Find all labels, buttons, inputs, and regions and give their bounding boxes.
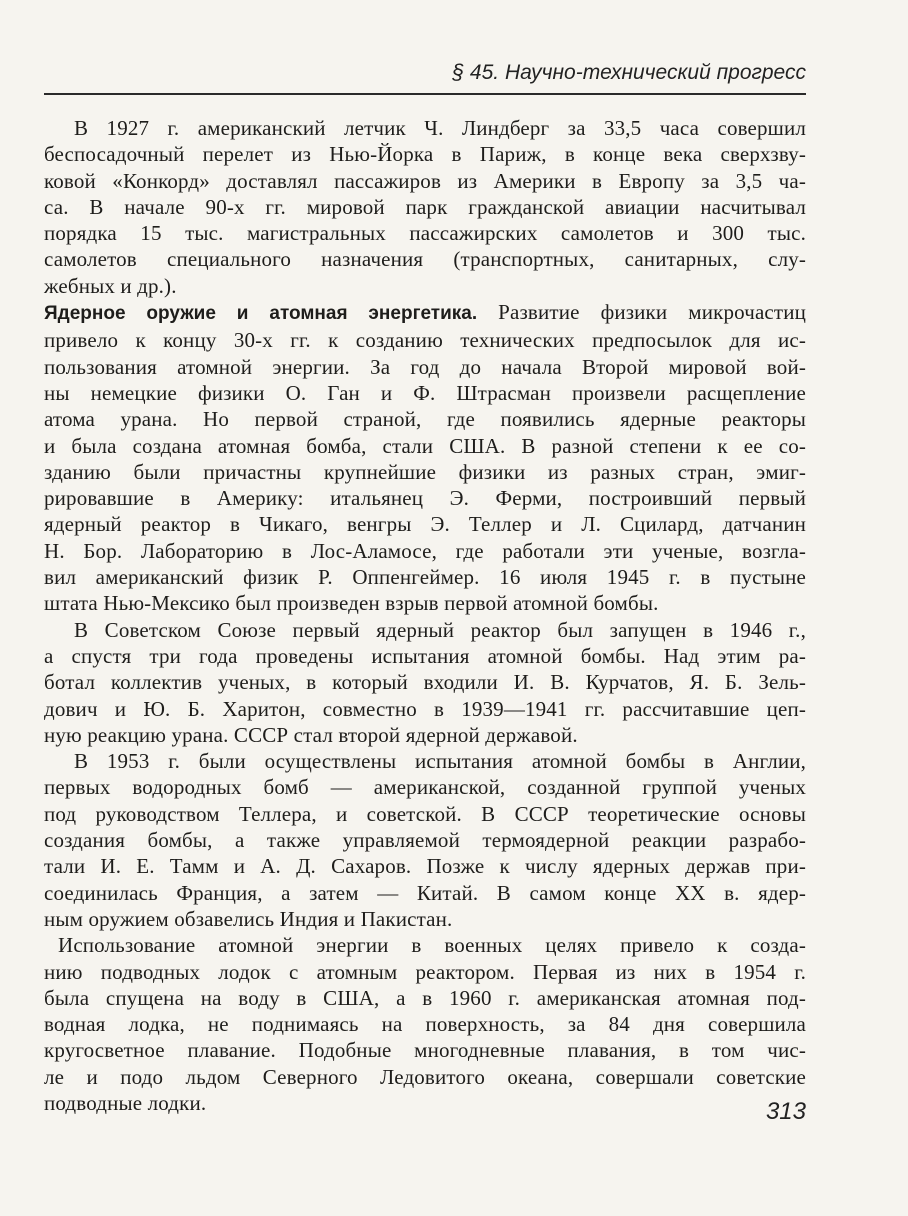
- text-line: са. В начале 90-х гг. мировой парк гражданской авиации насчитывал: [44, 194, 806, 219]
- text-line: порядка 15 тыс. магистральных пассажирских самолетов и 300 тыс.: [44, 221, 806, 246]
- text-line: атома урана. Но первой страной, где появились ядерные реакторы: [44, 407, 806, 432]
- text-line: жебных и др.).: [44, 273, 177, 298]
- text-line: ную реакцию урана. СССР стал второй ядерной державой.: [44, 722, 578, 747]
- text-line: первых водородных бомб — американской, созданной группой ученых: [44, 775, 806, 800]
- text-line: ным оружием обзавелись Индия и Пакистан.: [44, 906, 453, 931]
- text-line: нию подводных лодок с атомным реактором. Первая из них в 1954 г.: [44, 959, 806, 984]
- text-line: была спущена на воду в США, а в 1960 г. американская атомная под-: [44, 985, 806, 1010]
- text-line: соединилась Франция, а затем — Китай. В самом конце XX в. ядер-: [44, 880, 806, 905]
- page-number: 313: [765, 1098, 806, 1125]
- running-header: § 45. Научно-технический прогресс: [452, 61, 806, 84]
- text-line: зданию были причастны крупнейшие физики из разных стран, эмиг-: [44, 459, 806, 484]
- section-heading: Ядерное оружие и атомная энергетика.: [44, 303, 478, 325]
- text-line: В 1953 г. были осуществлены испытания атомной бомбы в Англии,: [74, 749, 806, 774]
- text-line: ны немецкие физики О. Ган и Ф. Штрасман произвели расщепление: [44, 380, 806, 405]
- text-line: ядерный реактор в Чикаго, венгры Э. Теллер и Л. Сцилард, датчанин: [44, 512, 806, 537]
- text-line: беспосадочный перелет из Нью-Йорка в Париж, в конце века сверхзву-: [44, 142, 806, 167]
- text-line: водная лодка, не поднимаясь на поверхность, за 84 дня совершила: [44, 1012, 806, 1037]
- text-line: В 1927 г. американский летчик Ч. Линдберг за 33,5 часа совершил: [74, 116, 806, 140]
- text-line: штата Нью-Мексико был произведен взрыв первой атомной бомбы.: [44, 591, 659, 616]
- text-line: а спустя три года проведены испытания атомной бомбы. Над этим ра-: [44, 643, 806, 668]
- header-rule: [44, 93, 806, 95]
- text-line: В Советском Союзе первый ядерный реактор был запущен в 1946 г.,: [74, 617, 806, 642]
- heading-continuation: Развитие физики микрочастиц: [498, 300, 806, 325]
- text-line: рировавшие в Америку: итальянец Э. Ферми, построивший первый: [44, 486, 806, 511]
- page-body: [44, 115, 806, 1116]
- text-line: подводные лодки.: [44, 1090, 207, 1115]
- text-line: Использование атомной энергии в военных целях привело к созда-: [58, 933, 806, 958]
- text-line: [44, 299, 806, 327]
- text-line: пользования атомной энергии. За год до начала Второй мировой вой-: [44, 354, 806, 379]
- paragraph-hydrogen: [44, 748, 806, 932]
- text-line: дович и Ю. Б. Харитон, совместно в 1939—1941 гг. рассчитавшие цеп-: [44, 696, 806, 721]
- text-line: привело к концу 30-х гг. к созданию технических предпосылок для ис-: [44, 328, 806, 353]
- paragraph-soviet: [44, 617, 806, 748]
- text-line: ботал коллектив ученых, в который входили И. В. Курчатов, Я. Б. Зель-: [44, 670, 806, 695]
- text-line: Н. Бор. Лабораторию в Лос-Аламосе, где работали эти ученые, возгла-: [44, 538, 806, 563]
- text-line: ле и подо льдом Северного Ледовитого океана, совершали советские: [44, 1064, 806, 1089]
- text-line: самолетов специального назначения (транспортных, санитарных, слу-: [44, 247, 806, 272]
- text-line: под руководством Теллера, и советской. В СССР теоретические основы: [44, 801, 806, 826]
- text-line: и была создана атомная бомба, стали США. В разной степени к ее со-: [44, 433, 806, 458]
- paragraph-nuclear: [44, 299, 806, 617]
- paragraph-aviation: [44, 115, 806, 299]
- text-line: тали И. Е. Тамм и А. Д. Сахаров. Позже к числу ядерных держав при-: [44, 854, 806, 879]
- text-line: ковой «Конкорд» доставлял пассажиров из Америки в Европу за 3,5 ча-: [44, 168, 806, 193]
- text-line: вил американский физик Р. Оппенгеймер. 16 июля 1945 г. в пустыне: [44, 565, 806, 590]
- paragraph-submarines: [44, 932, 806, 1116]
- text-line: кругосветное плавание. Подобные многодневные плавания, в том чис-: [44, 1038, 806, 1063]
- text-line: создания бомбы, а также управляемой термоядерной реакции разрабо-: [44, 828, 806, 853]
